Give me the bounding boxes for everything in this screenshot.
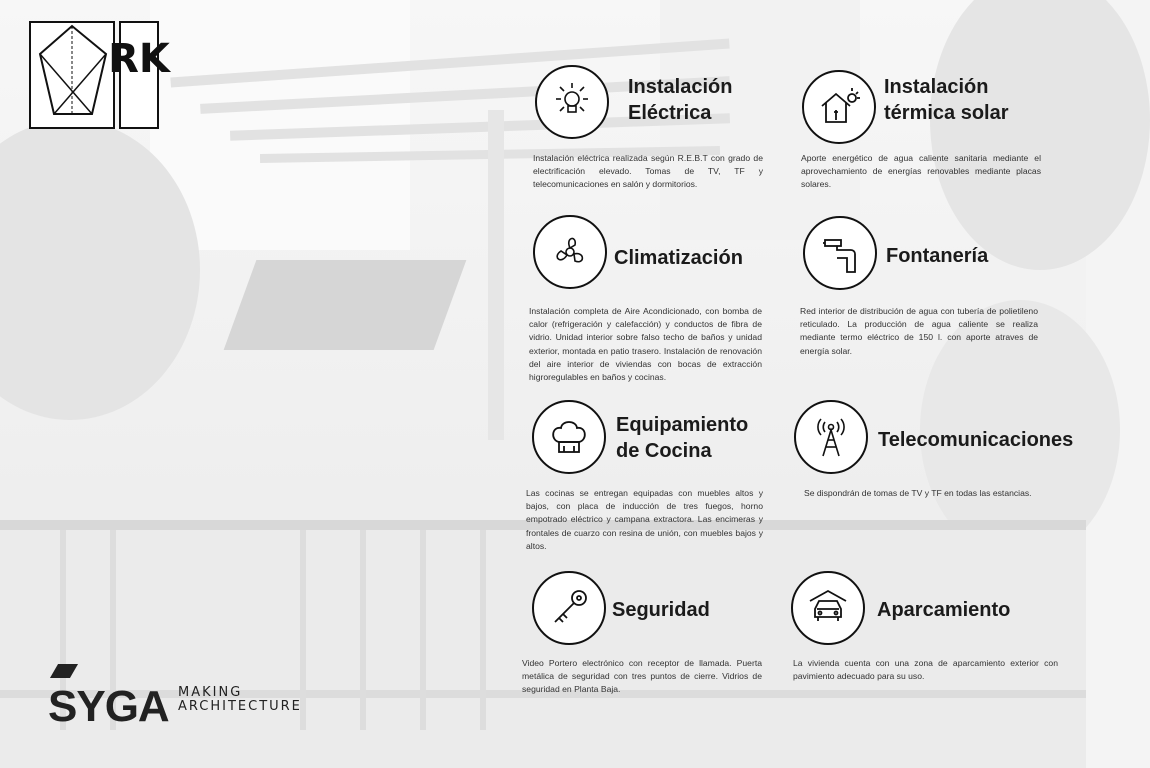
syga-logo-text: SYGA — [48, 682, 169, 731]
feature-description: Video Portero electrónico con receptor de llamada. Puerta metálica de seguridad con tres puntos de cierre. Vidrios de seguridad en Planta Baja. — [522, 658, 762, 695]
syga-logo — [48, 664, 308, 734]
feature-title: Fontanería — [886, 245, 989, 267]
feature-description: Instalación eléctrica realizada según R.E.B.T con grado de electrificación elevado. Tomas de TV, TF y telecomunicaciones en salón y dormitorios. — [533, 153, 763, 190]
feature-title: Instalación térmica solar — [884, 76, 1009, 124]
feature-description: Se dispondrán de tomas de TV y TF en todas las estancias. — [804, 488, 1032, 498]
feature-title: Telecomunicaciones — [878, 429, 1074, 451]
feature-description: Instalación completa de Aire Acondicionado, con bomba de calor (refrigeración y calefacción) y conductos de fibra de vidrio. Unidad interior sobre falso techo de baños y unidad exterior, montada en patio trasero. Instalación de renovación del aire interior de viviendas con bocas de extracción higroregulables en baños y cocinas. — [529, 306, 762, 383]
feature-description: Red interior de distribución de agua con tubería de polietileno reticulado. La producción de agua caliente se realiza mediante termo eléctrico de 150 l. con aporte atraves de energía solar. — [800, 306, 1038, 356]
feature-title: Climatización — [614, 247, 743, 269]
key-icon — [532, 571, 606, 645]
faucet-icon — [803, 216, 877, 290]
car-garage-icon — [791, 571, 865, 645]
rk-logo — [28, 18, 170, 132]
rk-logo-text: RK — [108, 36, 170, 82]
solar-house-icon — [802, 70, 876, 144]
chef-hat-icon — [532, 400, 606, 474]
feature-title: Instalación Eléctrica — [628, 76, 733, 124]
lightbulb-icon — [535, 65, 609, 139]
feature-description: Las cocinas se entregan equipadas con muebles altos y bajos, con placa de inducción de tres fuegos, horno empotrado eléctrico y campana extractora. Las encimeras y frontales de cuarzo con resina de unión, con muebles bajos y altos. — [526, 488, 763, 551]
feature-description: La vivienda cuenta con una zona de aparcamiento exterior con pavimiento adecuado para su uso. — [793, 658, 1058, 682]
antenna-tower-icon — [794, 400, 868, 474]
syga-tagline: MAKING ARCHITECTURE — [178, 685, 302, 714]
feature-title: Equipamiento de Cocina — [616, 414, 749, 462]
feature-description: Aporte energético de agua caliente sanitaria mediante el aprovechamiento de energías renovables mediante placas solares. — [801, 153, 1041, 190]
feature-title: Seguridad — [612, 599, 710, 621]
fan-icon — [533, 215, 607, 289]
feature-title: Aparcamiento — [877, 599, 1011, 621]
syga-accent-mark — [50, 664, 78, 678]
